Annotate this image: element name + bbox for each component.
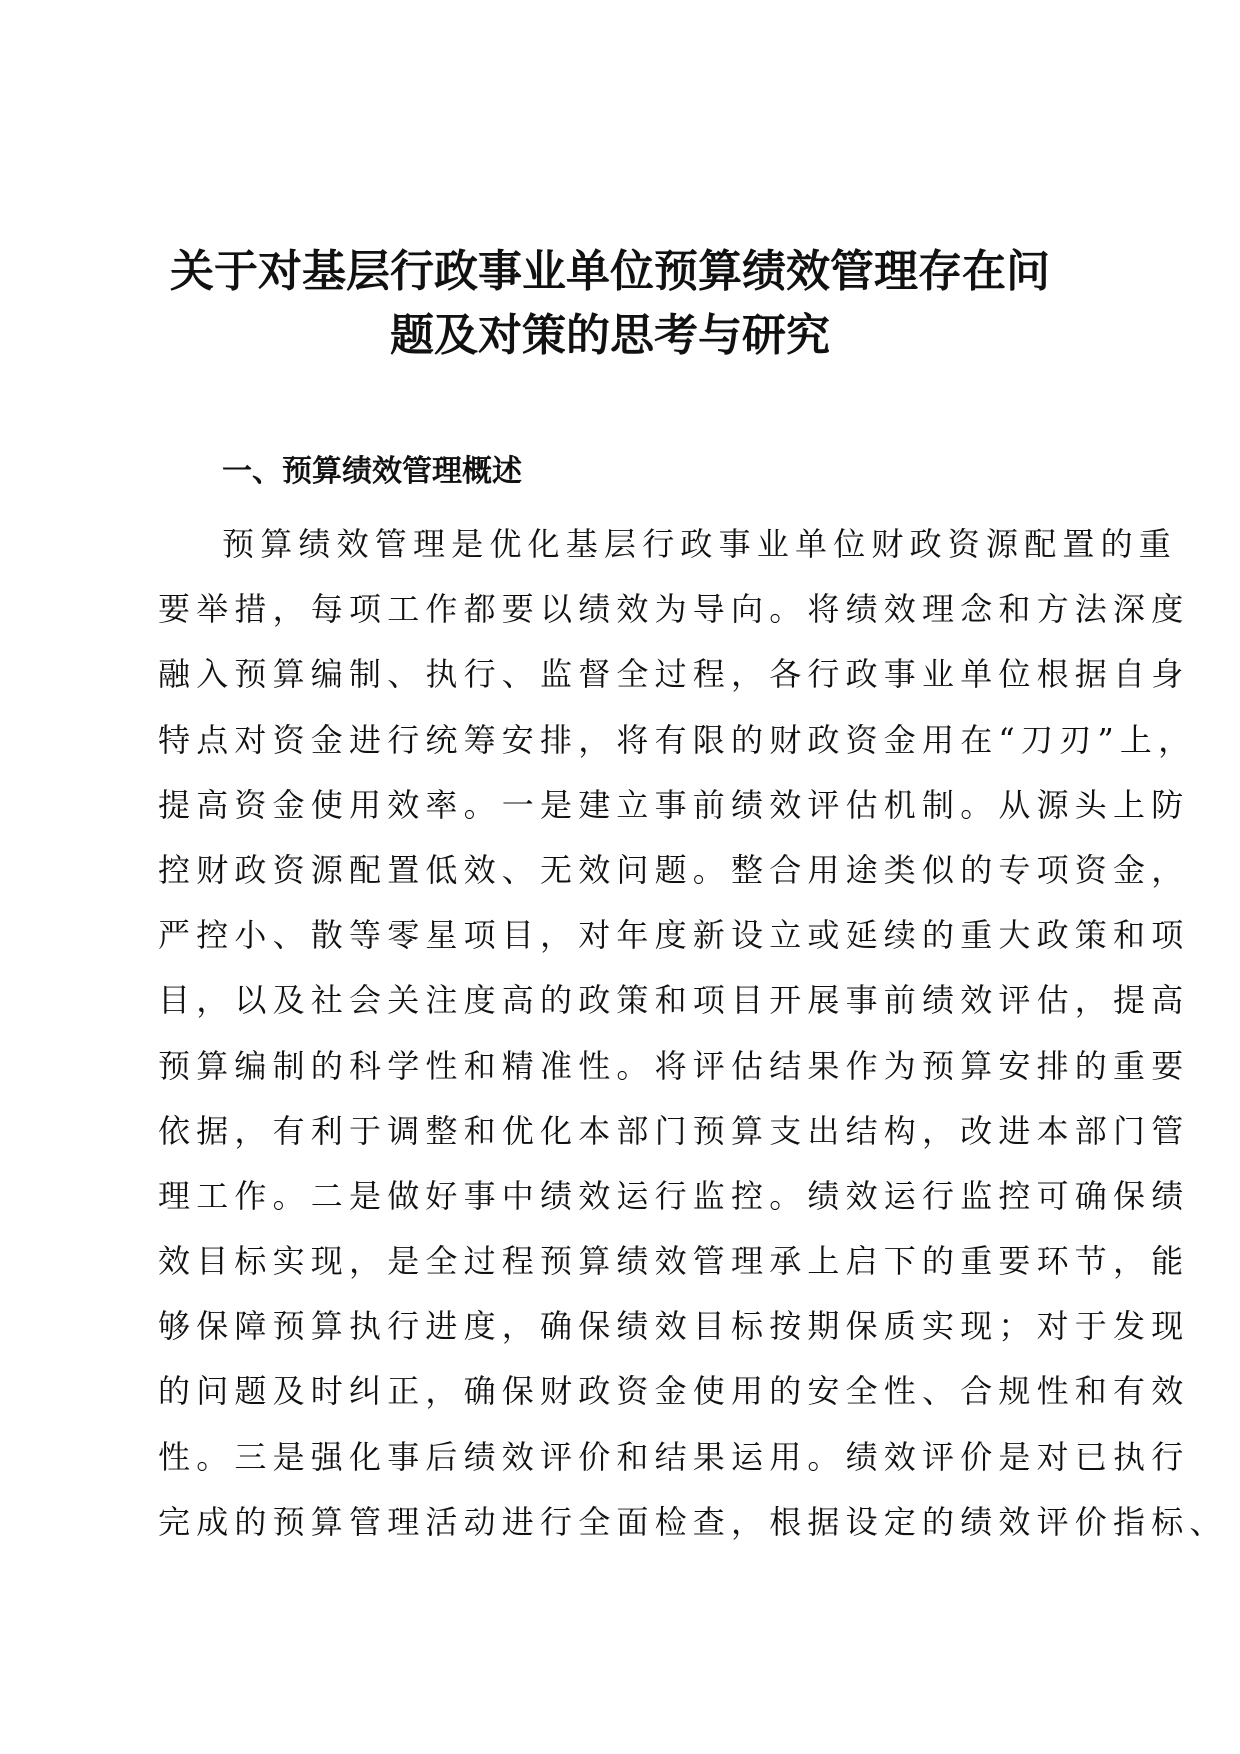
body-line: 性。三是强化事后绩效评价和结果运用。绩效评价是对已执行 xyxy=(158,1437,1190,1476)
body-line: 够保障预算执行进度，确保绩效目标按期保质实现；对于发现 xyxy=(158,1307,1190,1346)
section-heading: 一、预算绩效管理概述 xyxy=(222,454,522,489)
body-line: 控财政资源配置低效、无效问题。整合用途类似的专项资金， xyxy=(158,850,1190,889)
body-line: 融入预算编制、执行、监督全过程，各行政事业单位根据自身 xyxy=(158,655,1190,694)
body-line: 提高资金使用效率。一是建立事前绩效评估机制。从源头上防 xyxy=(158,785,1190,824)
body-line: 效目标实现，是全过程预算绩效管理承上启下的重要环节，能 xyxy=(158,1242,1190,1281)
body-line: 特点对资金进行统筹安排，将有限的财政资金用在“刀刃”上， xyxy=(158,720,1197,759)
body-line: 预算绩效管理是优化基层行政事业单位财政资源配置的重 xyxy=(222,525,1178,563)
document-title xyxy=(150,240,1070,368)
body-line: 的问题及时纠正，确保财政资金使用的安全性、合规性和有效 xyxy=(158,1372,1190,1411)
body-line: 严控小、散等零星项目，对年度新设立或延续的重大政策和项 xyxy=(158,916,1190,955)
body-line: 要举措，每项工作都要以绩效为导向。将绩效理念和方法深度 xyxy=(158,590,1190,629)
body-line: 依据，有利于调整和优化本部门预算支出结构，改进本部门管 xyxy=(158,1111,1190,1150)
body-line: 预算编制的科学性和精准性。将评估结果作为预算安排的重要 xyxy=(158,1046,1190,1085)
body-line: 完成的预算管理活动进行全面检查，根据设定的绩效评价指标、 xyxy=(158,1502,1228,1541)
body-line: 目，以及社会关注度高的政策和项目开展事前绩效评估，提高 xyxy=(158,981,1190,1020)
body-paragraph xyxy=(158,512,1228,1555)
title-line: 关于对基层行政事业单位预算绩效管理存在问 xyxy=(170,246,1050,297)
body-line: 理工作。二是做好事中绩效运行监控。绩效运行监控可确保绩 xyxy=(158,1176,1190,1215)
title-line: 题及对策的思考与研究 xyxy=(390,310,830,361)
